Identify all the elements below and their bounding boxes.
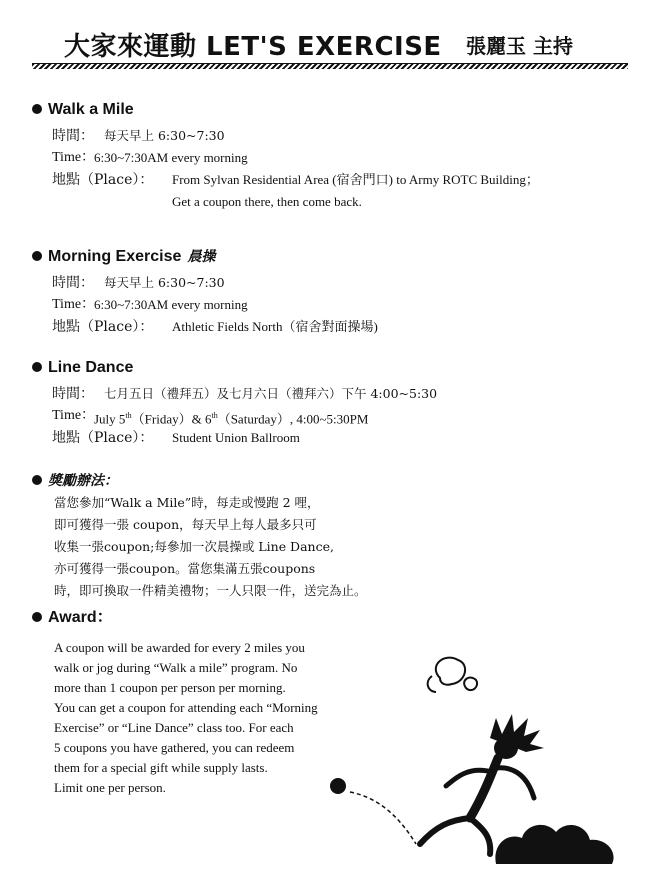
reward-text bbox=[54, 492, 367, 602]
section-line-dance bbox=[32, 357, 438, 449]
place-row-cont bbox=[32, 191, 362, 213]
place-value-cont: Get a coupon there, then come back. bbox=[172, 194, 362, 209]
bullet-icon bbox=[32, 612, 42, 622]
time-en-row bbox=[32, 147, 248, 169]
time-en-value: July 5th（Friday）& 6th（Saturday）, 4:00~5:30PM bbox=[94, 411, 369, 427]
bullet-icon bbox=[32, 104, 42, 114]
section-heading: Walk a Mile bbox=[48, 101, 134, 118]
time-cn-label: 時間： bbox=[52, 128, 94, 144]
runner-illustration bbox=[320, 648, 620, 864]
time-en-value: 6:30~7:30AM every morning bbox=[94, 150, 248, 165]
time-en-row bbox=[32, 405, 369, 427]
time-cn-value: 七月五日（禮拜五）及七月六日（禮拜六）下午 4:00~5:30 bbox=[104, 386, 438, 401]
time-cn-value: 每天早上 6:30~7:30 bbox=[104, 128, 225, 143]
place-row bbox=[32, 316, 378, 338]
section-heading-cn: 晨操 bbox=[187, 249, 216, 265]
header-divider bbox=[32, 63, 628, 69]
award-line: them for a special gift while supply lasts. bbox=[54, 760, 268, 775]
place-value: From Sylvan Residential Area (宿舍門口) to Army ROTC Building； bbox=[172, 172, 539, 187]
award-text bbox=[54, 638, 318, 798]
reward-line: 時，即可換取一件精美禮物；一人只限一件，送完為止。 bbox=[54, 583, 367, 598]
time-en-value: 6:30~7:30AM every morning bbox=[94, 297, 248, 312]
bullet-icon bbox=[32, 362, 42, 372]
time-en-label: Time： bbox=[52, 150, 96, 165]
header bbox=[0, 22, 658, 62]
place-label: 地點（Place）： bbox=[52, 172, 154, 188]
section-heading: 獎勵辦法： bbox=[48, 473, 118, 489]
reward-line: 即可獲得一張 coupon，每天早上每人最多只可 bbox=[54, 517, 317, 532]
place-row bbox=[32, 169, 539, 191]
bullet-icon bbox=[32, 475, 42, 485]
time-en-label: Time： bbox=[52, 297, 96, 312]
award-line: Exercise” or “Line Dance” class too. For each bbox=[54, 720, 294, 735]
time-cn-value: 每天早上 6:30~7:30 bbox=[104, 275, 225, 290]
award-line: You can get a coupon for attending each “Morning bbox=[54, 700, 318, 715]
section-morning-exercise bbox=[32, 246, 378, 338]
award-line: more than 1 coupon per person per morning. bbox=[54, 680, 286, 695]
time-en-row bbox=[32, 294, 248, 316]
time-cn-label: 時間： bbox=[52, 275, 94, 291]
award-line: 5 coupons you have gathered, you can redeem bbox=[54, 740, 295, 755]
section-award bbox=[32, 607, 113, 629]
award-line: A coupon will be awarded for every 2 miles you bbox=[54, 640, 305, 655]
reward-line: 亦可獲得一張coupon。當您集滿五張coupons bbox=[54, 561, 316, 576]
award-line: Limit one per person. bbox=[54, 780, 166, 795]
reward-line: 當您參加“Walk a Mile”時，每走或慢跑 2 哩， bbox=[54, 495, 320, 510]
place-value: Athletic Fields North（宿舍對面操場) bbox=[172, 319, 378, 334]
section-walk-a-mile bbox=[32, 99, 539, 213]
section-heading: Award： bbox=[48, 609, 113, 626]
host-name: 張麗玉 主持 bbox=[466, 34, 573, 58]
award-line: walk or jog during “Walk a mile” program. No bbox=[54, 660, 298, 675]
place-value: Student Union Ballroom bbox=[172, 430, 300, 445]
page-title: 大家來運動 LET'S EXERCISE bbox=[64, 32, 442, 62]
section-heading: Line Dance bbox=[48, 359, 134, 376]
time-cn-label: 時間： bbox=[52, 386, 94, 402]
section-heading: Morning Exercise bbox=[48, 248, 182, 265]
time-cn-row bbox=[32, 383, 438, 405]
place-label: 地點（Place）： bbox=[52, 319, 154, 335]
time-en-label: Time： bbox=[52, 408, 96, 423]
bullet-icon bbox=[32, 251, 42, 261]
place-row bbox=[32, 427, 300, 449]
time-cn-row bbox=[32, 272, 225, 294]
place-label: 地點（Place）： bbox=[52, 430, 154, 446]
time-cn-row bbox=[32, 125, 225, 147]
reward-line: 收集一張coupon;每參加一次晨操或 Line Dance, bbox=[54, 539, 334, 554]
section-reward bbox=[32, 470, 118, 492]
